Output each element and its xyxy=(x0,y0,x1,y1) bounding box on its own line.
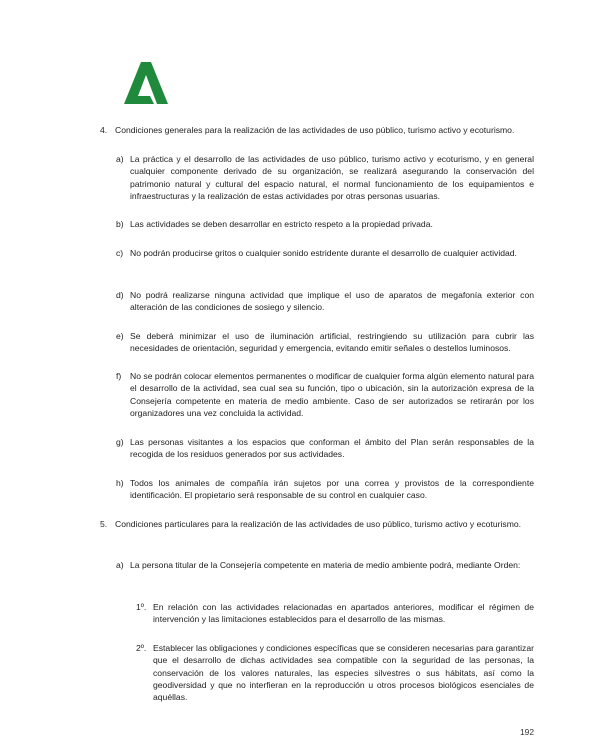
list-item xyxy=(116,370,534,419)
sub-item xyxy=(136,601,534,626)
item-label: d) xyxy=(116,290,124,300)
item-label: b) xyxy=(116,219,124,229)
item-label: a) xyxy=(116,154,124,164)
item-text: La persona titular de la Consejería competente en materia de medio ambiente podrá, mediante Orden: xyxy=(130,560,521,570)
section-number: 5. xyxy=(100,519,108,529)
list-item xyxy=(116,436,534,461)
section-title: Condiciones particulares para la realización de las actividades de uso público, turismo activo y ecoturismo. xyxy=(115,519,522,529)
item-text: No podrán producirse gritos o cualquier sonido estridente durante el desarrollo de cualquier actividad. xyxy=(130,248,517,258)
list-item xyxy=(116,559,534,571)
item-label: g) xyxy=(116,437,124,447)
item-text: La práctica y el desarrollo de las actividades de uso público, turismo activo y ecoturismo, y en general cualquier componente derivado de su organización, se realizará asegurando la conservación del patrimonio natural y cultural del espacio natural, el normal funcionamiento de los equipamientos e infraestructuras y la realización de estas actividades por otras personas usuarias. xyxy=(130,154,534,201)
sub-item-text: Establecer las obligaciones y condiciones específicas que se consideren necesarias para garantizar que el desarrollo de dichas actividades sea compatible con la seguridad de las personas, la conservación de los valores naturales, las especies silvestres o sus hábitats, así como la geodiversidad y que no interfieran en la reproducción u otros procesos biológicos esenciales de aquéllas. xyxy=(153,643,534,703)
list-item xyxy=(116,218,534,230)
item-label: f) xyxy=(116,371,122,381)
page-number: 192 xyxy=(520,727,534,737)
item-text: Se deberá minimizar el uso de iluminación artificial, restringiendo su utilización para cubrir las necesidades de orientación, seguridad y emergencia, evitando emitir señales o destellos luminosos. xyxy=(130,331,534,354)
item-text: Las personas visitantes a los espacios que conforman el ámbito del Plan serán responsables de la recogida de los residuos generados por sus actividades. xyxy=(130,437,534,460)
item-text: Todos los animales de compañía irán sujetos por una correa y provistos de la correspondiente identificación. El propietario será responsable de su control en cualquier caso. xyxy=(130,478,534,501)
list-item xyxy=(116,153,534,202)
sub-item xyxy=(136,642,534,703)
sub-item-label: 1º. xyxy=(136,602,147,612)
sub-item-text: En relación con las actividades relacionadas en apartados anteriores, modificar el régimen de intervención y las limitaciones establecidos para el desarrollo de las mismas. xyxy=(153,602,534,625)
item-text: Las actividades se deben desarrollar en estricto respeto a la propiedad privada. xyxy=(130,219,433,229)
item-label: c) xyxy=(116,248,124,258)
section-5 xyxy=(100,518,536,530)
list-item xyxy=(116,477,534,502)
list-item xyxy=(116,247,534,259)
item-text: No podrá realizarse ninguna actividad que implique el uso de aparatos de megafonía exterior con alteración de las condiciones de sosiego y silencio. xyxy=(130,290,534,313)
sub-item-label: 2º. xyxy=(136,643,147,653)
list-item xyxy=(116,330,534,355)
item-label: a) xyxy=(116,560,124,570)
item-text: No se podrán colocar elementos permanentes o modificar de cualquier forma algún elemento natural para el desarrollo de la actividad, sea cual sea su función, tipo o ubicación, sin la autorización expresa de la Consejería competente en materia de medio ambiente. Caso de ser autorizados se retirarán por los organizadores una vez concluida la actividad. xyxy=(130,371,534,418)
section-title: Condiciones generales para la realización de las actividades de uso público, turismo activo y ecoturismo. xyxy=(115,125,515,135)
junta-andalucia-logo-icon xyxy=(124,62,168,104)
section-4 xyxy=(100,124,536,136)
section-number: 4. xyxy=(100,125,108,135)
list-item xyxy=(116,289,534,314)
item-label: e) xyxy=(116,331,124,341)
item-label: h) xyxy=(116,478,124,488)
